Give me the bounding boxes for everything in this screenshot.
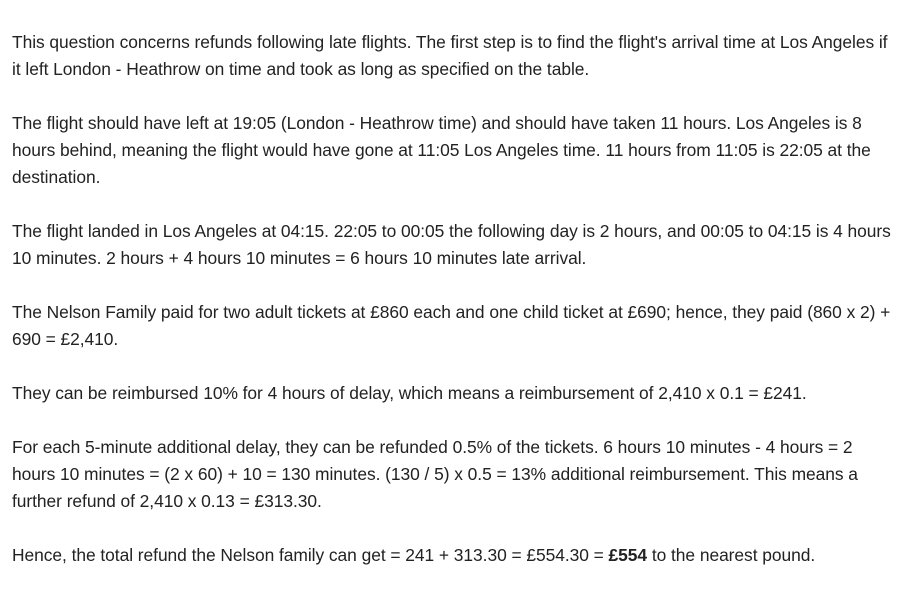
solution-text: [12, 29, 896, 596]
paragraph-expected-arrival: The flight should have left at 19:05 (London - Heathrow time) and should have taken 11 hours. Los Angeles is 8 hours behind, meaning the flight would have gone at 11:05 Los Angeles time. 11 hours from 11:05 is 22:05 at the destination.: [12, 113, 871, 187]
paragraph-additional-refund: For each 5-minute additional delay, they can be refunded 0.5% of the tickets. 6 hours 10 minutes - 4 hours = 2 hours 10 minutes = (2 x 60) + 10 = 130 minutes. (130 / 5) x 0.5 = 13% additional reimbursement. This means a further refund of 2,410 x 0.13 = £313.30.: [12, 437, 858, 511]
paragraph-total-refund: [12, 542, 896, 569]
paragraph-ticket-cost: The Nelson Family paid for two adult tickets at £860 each and one child ticket at £690; hence, they paid (860 x 2) + 690 = £2,410.: [12, 302, 891, 349]
final-answer: £554: [608, 545, 648, 565]
paragraph-delay-calculation: The flight landed in Los Angeles at 04:15. 22:05 to 00:05 the following day is 2 hours, and 00:05 to 04:15 is 4 hours 10 minutes. 2 hours + 4 hours 10 minutes = 6 hours 10 minutes late arrival.: [12, 221, 891, 268]
paragraph-base-reimbursement: They can be reimbursed 10% for 4 hours of delay, which means a reimbursement of 2,410 x 0.1 = £241.: [12, 383, 807, 403]
total-refund-lead: Hence, the total refund the Nelson family can get = 241 + 313.30 = £554.30 =: [12, 545, 609, 565]
total-refund-tail: to the nearest pound.: [647, 545, 816, 565]
paragraph-intro: This question concerns refunds following late flights. The first step is to find the flight's arrival time at Los Angeles if it left London - Heathrow on time and took as long as specified on the table.: [12, 32, 888, 79]
